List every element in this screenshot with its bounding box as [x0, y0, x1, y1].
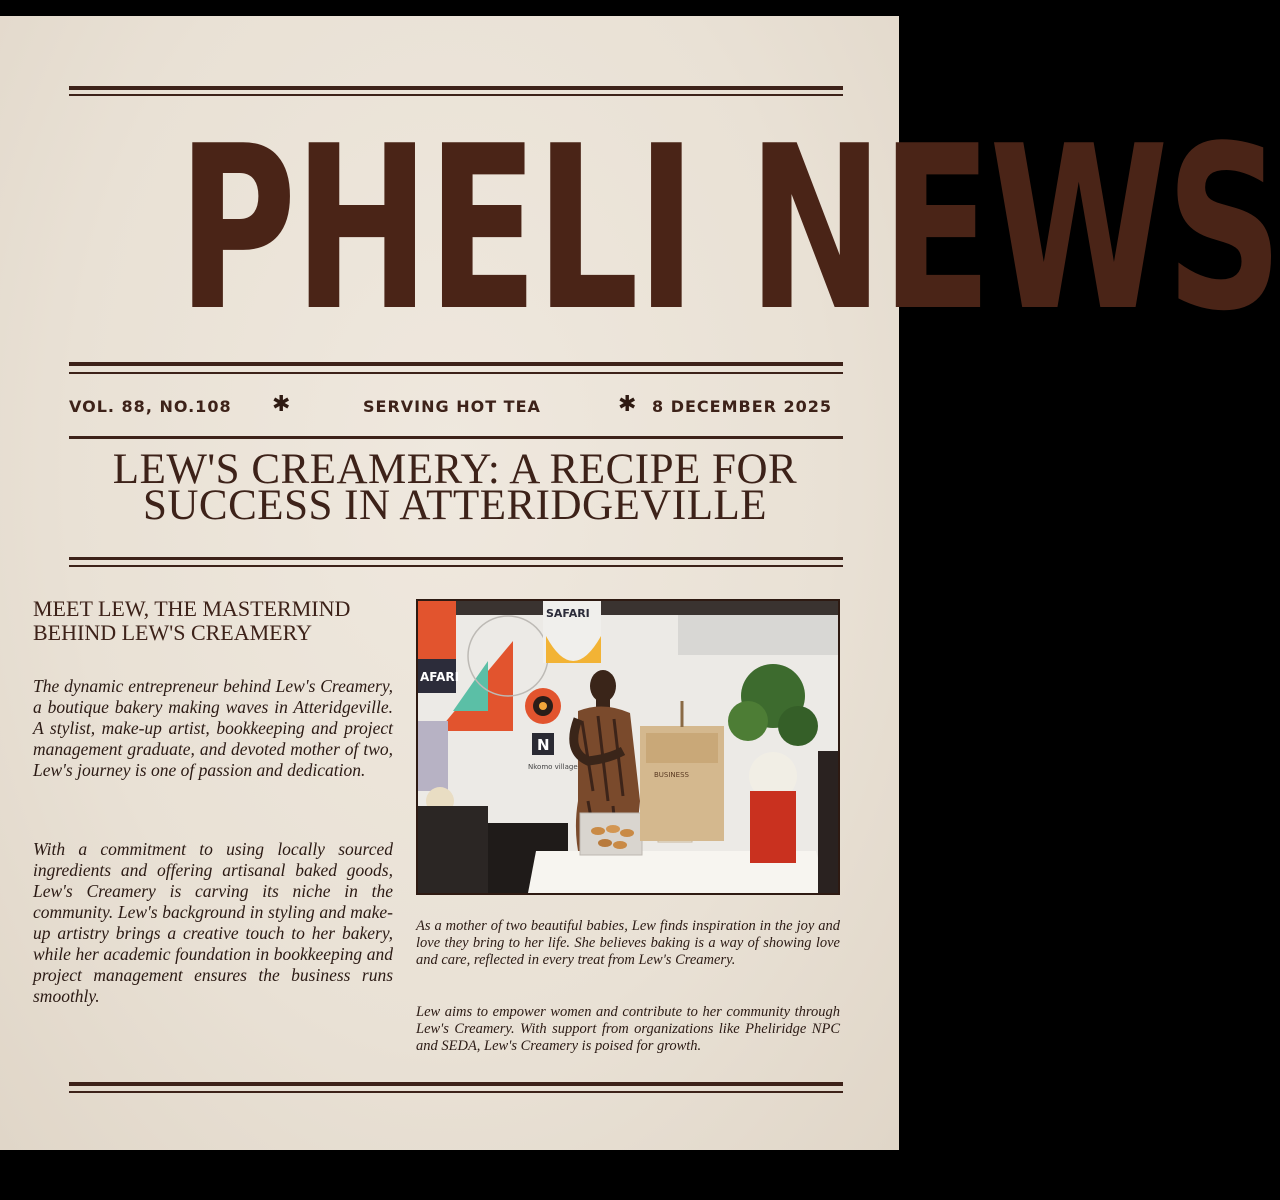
photo-banner-lilac	[418, 721, 448, 791]
photo-plant-leaves	[778, 706, 818, 746]
article-subhead	[33, 597, 393, 645]
article-photo	[416, 599, 840, 895]
slogan: SERVING HOT TEA	[363, 397, 541, 416]
subhead-line-2: BEHIND LEW'S CREAMERY	[33, 620, 312, 645]
infobar-rule	[69, 436, 843, 439]
asterisk-icon: ✱	[618, 392, 637, 417]
headline-line-2: SUCCESS IN ATTERIDGEVILLE	[142, 482, 768, 529]
paragraph-empowerment: Lew aims to empower women and contribute to her community through Lew's Creamery. With support from organizations like Pheliridge NPC and SEDA, Lew's Creamery is poised for growth.	[416, 1004, 840, 1054]
photo-sign-top	[646, 733, 718, 763]
top-rule-thick	[69, 86, 843, 90]
asterisk-icon: ✱	[272, 392, 291, 417]
photo-person-right	[818, 751, 838, 893]
paragraph-intro: The dynamic entrepreneur behind Lew's Creamery, a boutique bakery making waves in Atteridgeville. A stylist, make-up artist, bookkeeping and project management graduate, and devoted mother of two, Lew's journey is one of passion and dedication.	[33, 676, 393, 780]
photo-window-area	[678, 615, 838, 655]
photo-logo-letter: N	[537, 736, 550, 754]
masthead-title: PHELI NEWS	[177, 98, 1280, 361]
headline-rule-thin	[69, 565, 843, 567]
paragraph-motherhood: As a mother of two beautiful babies, Lew finds inspiration in the joy and love they bring to her life. She believes baking is a way of showing love and care, reflected in every treat from Lew's Creamery.	[416, 918, 840, 968]
photo-banner-text-2: AFARI	[420, 670, 460, 684]
bottom-black-bar	[0, 1150, 899, 1200]
issue-date: 8 DECEMBER 2025	[652, 397, 833, 416]
top-rule-thin	[69, 94, 843, 96]
volume-number: VOL. 88, NO.108	[69, 397, 232, 416]
masthead-rule-thin	[69, 372, 843, 374]
photo-red-planter	[750, 791, 796, 863]
photo-ceiling	[418, 601, 838, 615]
article-headline	[40, 446, 870, 529]
photo-plant-leaves	[728, 701, 768, 741]
photo-cookie	[598, 839, 612, 847]
paragraph-commitment: With a commitment to using locally sourced ingredients and offering artisanal baked goods, Lew's Creamery is carving its niche in the community. Lew's background in styling and make-up artistry brings a creative touch to her bakery, while her academic foundation in bookkeeping and project management ensures the business runs smoothly.	[33, 839, 393, 1006]
photo-logo-text: Nkomo village	[528, 763, 578, 771]
photo-cookie	[606, 825, 620, 833]
bottom-rule-thin	[69, 1091, 843, 1093]
bottom-rule-thick	[69, 1082, 843, 1086]
headline-line-1: LEW'S CREAMERY: A RECIPE FOR	[112, 446, 798, 493]
photo-sign-text: BUSINESS	[654, 771, 689, 779]
photo-cookie	[620, 829, 634, 837]
photo-person-head	[590, 670, 616, 702]
subhead-line-1: MEET LEW, THE MASTERMIND	[33, 596, 351, 621]
headline-rule-thick	[69, 557, 843, 560]
photo-cookie	[591, 827, 605, 835]
photo-cookie	[613, 841, 627, 849]
photo-target-inner	[539, 702, 547, 710]
photo-banner-text-1: SAFARI	[546, 607, 590, 620]
masthead-rule-thick	[69, 362, 843, 366]
photo-sofa	[418, 806, 488, 893]
